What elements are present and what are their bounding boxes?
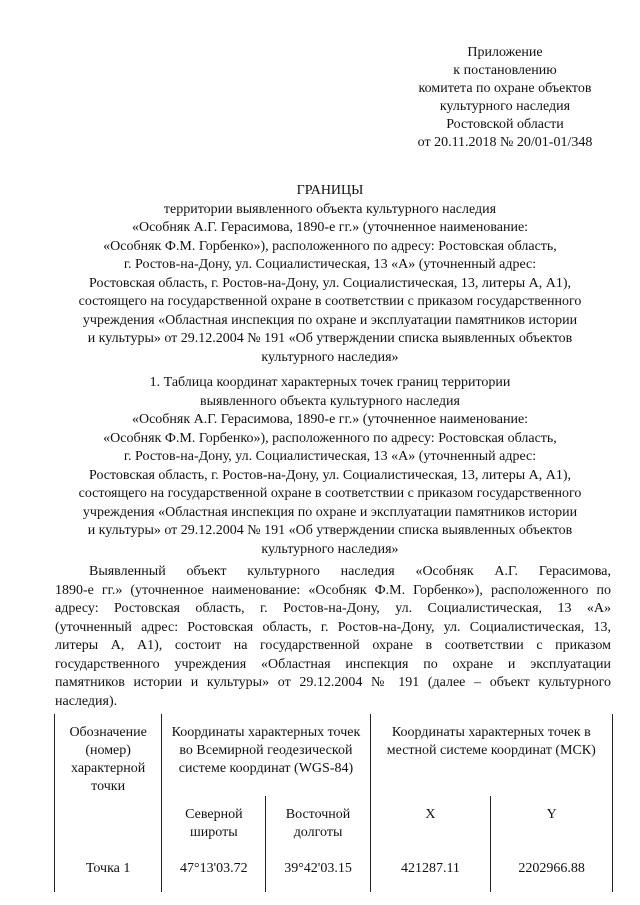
subheader-north: Северной широты [162,796,266,850]
caption-line: г. Ростов-на-Дону, ул. Социалистическая, 13 «А» (уточненный адрес: [123,449,537,464]
heading-line: «Особняк А.Г. Герасимова, 1890-е гг.» (уточненное наименование: [131,220,529,235]
cell-north: 47°13'03.72 [162,850,266,892]
caption-line: Ростовская область, г. Ростов-на-Дону, ул. Социалистическая, 13, литеры А, А1), [89,467,571,483]
cell-point: Точка 1 [55,850,162,892]
subheader-y: Y [491,796,613,850]
heading-line: учреждения «Областная инспекция по охране и эксплуатации памятников истории [82,312,578,328]
caption-line: выявленного объекта культурного наследия [200,393,460,409]
paragraph-line: государственного учреждения «Областная инспекция по охране и эксплуатации [55,656,611,672]
paragraph-line: памятников истории и культуры» от 29.12.2004 № 191 (далее – объект культурного [55,675,611,690]
paragraph-line: (уточненный адрес: Ростовская область, г. Ростов-на-Дону, ул. Социалистическая, 13, [55,619,611,635]
subheader-x: X [370,796,491,850]
subheader-east: Восточной долготы [266,796,370,850]
annex-line: Ростовской области [446,117,564,132]
annex-line: к постановлению [453,63,557,78]
heading-line: территории выявленного объекта культурного наследия [163,201,497,217]
header-msk: Координаты характерных точек в местной системе координат (МСК) [370,714,612,796]
paragraph-line: наследия). [55,693,118,709]
paragraph-line: адресу: Ростовская область, г. Ростов-на-Дону, ул. Социалистическая, 13 «А» [55,601,611,616]
heading-line: культурного наследия» [261,349,399,365]
caption-line: культурного наследия» [261,541,399,557]
caption-line: «Особняк А.Г. Герасимова, 1890-е гг.» (уточненное наименование: [131,412,529,427]
cell-y: 2202966.88 [491,850,613,892]
heading-line: «Особняк Ф.М. Горбенко»), расположенного по адресу: Ростовская область, [103,238,557,254]
header-point-designation: Обозначение (номер) характерной точки [55,714,162,796]
caption-line: 1. Таблица координат характерных точек границ территории [149,375,511,390]
caption-line: и культуры» от 29.12.2004 № 191 «Об утверждении списка выявленных объектов [87,523,573,538]
table-header-row [55,714,613,796]
caption-line: «Особняк Ф.М. Горбенко»), расположенного по адресу: Ростовская область, [103,430,557,446]
cell-x: 421287.11 [370,850,491,892]
caption-line: учреждения «Областная инспекция по охране и эксплуатации памятников истории [82,504,578,520]
cell-east: 39°42'03.15 [266,850,370,892]
paragraph-line: Выявленный объект культурного наследия «Особняк А.Г. Герасимова, [89,564,611,579]
subheader-empty [55,796,162,850]
heading-line: Ростовская область, г. Ростов-на-Дону, ул. Социалистическая, 13, литеры А, А1), [89,275,571,291]
paragraph-line: литеры А, А1), состоит на государственной охране в соответствии с приказом [55,638,611,653]
annex-block [380,44,630,152]
header-wgs84: Координаты характерных точек во Всемирной геодезической системе координат (WGS-84) [162,714,370,796]
annex-line: Приложение [467,45,543,60]
annex-line: комитета по охране объектов [418,81,592,96]
paragraph-line: 1890-е гг.» (уточненное наименование: «Особняк Ф.М. Горбенко»), расположенного по [55,582,611,598]
heading-title: ГРАНИЦЫ [296,183,364,198]
heading-line: г. Ростов-на-Дону, ул. Социалистическая, 13 «А» (уточненный адрес: [123,257,537,272]
annex-line: культурного наследия [439,99,571,114]
table-subheader-row [55,796,613,850]
caption-line: состоящего на государственной охране в соответствии с приказом государственного [78,486,582,501]
table-caption [20,374,640,559]
document-heading [20,182,640,367]
coordinates-table [54,714,613,892]
heading-line: состоящего на государственной охране в соответствии с приказом государственного [78,294,582,309]
annex-line: от 20.11.2018 № 20/01-01/348 [417,135,593,150]
table-row [55,850,613,892]
heading-line: и культуры» от 29.12.2004 № 191 «Об утверждении списка выявленных объектов [87,331,573,346]
body-paragraph [55,563,611,711]
